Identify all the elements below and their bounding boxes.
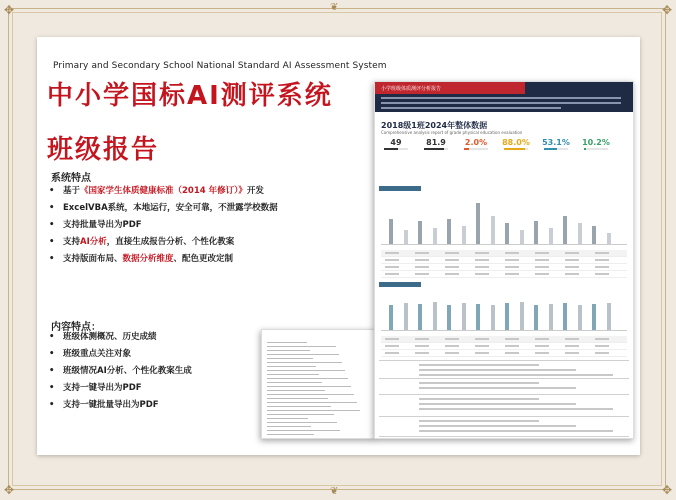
table-cell: [385, 338, 399, 340]
content-feature-item: [49, 329, 192, 346]
chart-bar: [389, 305, 393, 330]
text-line: [267, 382, 322, 383]
system-feature-item: [49, 217, 278, 234]
table-cell: [415, 345, 429, 347]
chart-bar: [476, 304, 480, 330]
text-line: [419, 374, 613, 376]
content-feature-item: [49, 346, 192, 363]
kpi-tile: [501, 138, 531, 150]
text-line: [267, 394, 354, 395]
content-feature-item: [49, 363, 192, 380]
chart-bar: [433, 228, 437, 244]
text-line: [267, 414, 334, 415]
kpi-bar-track: [544, 148, 568, 150]
table-row: [381, 257, 627, 264]
text-line: [419, 408, 613, 410]
table-cell: [565, 345, 579, 347]
feature-text: 班级体测概况、历史成绩: [63, 332, 157, 342]
bullet-icon: •: [49, 332, 55, 342]
table-cell: [445, 352, 459, 354]
table-row: [381, 264, 627, 271]
table-cell: [475, 345, 489, 347]
text-line: [267, 346, 336, 347]
content-features-heading: 内容特点：: [51, 322, 101, 333]
text-line: [267, 358, 313, 359]
bullet-icon: •: [49, 400, 55, 410]
text-line: [419, 364, 539, 366]
content-feature-item: [49, 397, 192, 414]
kpi-tile: [381, 138, 411, 150]
bullet-icon: •: [49, 220, 55, 230]
kpi-bar-fill: [424, 148, 444, 150]
chart-bar: [607, 303, 611, 330]
chart-bar: [534, 221, 538, 244]
text-line: [267, 374, 319, 375]
table-cell: [505, 352, 519, 354]
kpi-bar-fill: [464, 148, 469, 150]
table-cell: [505, 273, 519, 275]
kpi-value: 81.9: [426, 138, 446, 147]
table-cell: [415, 352, 429, 354]
report-header: [375, 82, 633, 112]
text-line: [267, 406, 331, 407]
corner-ornament-icon: ✥: [4, 483, 15, 497]
text-line: [267, 434, 314, 435]
chart-bar: [505, 223, 509, 244]
chart-bar: [462, 303, 466, 330]
text-line: [267, 370, 345, 371]
bullet-icon: •: [49, 254, 55, 264]
chart-bar: [549, 228, 553, 244]
table-cell: [565, 252, 579, 254]
table-cell: [475, 338, 489, 340]
english-subtitle: Primary and Secondary School National Standard AI Assessment System: [53, 61, 387, 71]
poster-card: [37, 37, 640, 455]
table-cell: [565, 259, 579, 261]
table-cell: [595, 266, 609, 268]
feature-text: 支持: [63, 237, 81, 247]
feature-text: 支持版面布局、: [63, 254, 123, 264]
report-subheading: Comprehensive analysis report of grade physical education evaluation: [381, 130, 523, 135]
text-line: [419, 369, 576, 371]
content-features-list: [49, 329, 192, 414]
table-cell: [565, 338, 579, 340]
grid-row: [379, 360, 629, 379]
table-row: [381, 250, 627, 257]
feature-text: 支持一键批量导出为PDF: [63, 400, 159, 410]
feature-text: 开发: [246, 186, 264, 196]
kpi-bar-fill: [544, 148, 557, 150]
system-features-heading: 系统特点: [51, 173, 91, 184]
text-line: [419, 382, 539, 384]
table-cell: [595, 252, 609, 254]
table-cell: [445, 273, 459, 275]
system-feature-item: [49, 200, 278, 217]
table-cell: [535, 345, 549, 347]
system-feature-item: [49, 183, 278, 200]
kpi-bar-track: [504, 148, 528, 150]
text-line: [419, 425, 576, 427]
kpi-tile: [421, 138, 451, 150]
table-cell: [445, 338, 459, 340]
chart-bar: [491, 216, 495, 244]
text-line: [267, 362, 342, 363]
kpi-bar-fill: [504, 148, 525, 150]
chart-bar: [563, 303, 567, 330]
text-line: [267, 386, 351, 387]
table-cell: [535, 352, 549, 354]
table-cell: [475, 352, 489, 354]
report-banner-label: 小学班级体质测评分析报告: [381, 86, 442, 92]
bottom-ornament-icon: ❦: [330, 486, 339, 497]
text-line: [267, 410, 360, 411]
header-text-line: [381, 107, 561, 109]
text-line: [267, 342, 307, 343]
table-cell: [445, 266, 459, 268]
table-row: [381, 343, 627, 350]
chart-bar: [476, 203, 480, 244]
text-line: [267, 390, 325, 391]
chart-bar: [491, 305, 495, 330]
table-row: [381, 271, 627, 278]
table-cell: [415, 273, 429, 275]
feature-text: 、配色更改定制: [173, 254, 234, 264]
corner-ornament-icon: ✥: [661, 3, 672, 17]
report-page-preview-small: [261, 329, 375, 439]
top-ornament-icon: ❦: [330, 2, 339, 13]
table-cell: [595, 338, 609, 340]
kpi-bar-track: [424, 148, 448, 150]
table-cell: [535, 252, 549, 254]
table-cell: [505, 252, 519, 254]
feature-text: 班级情况AI分析、个性化教案生成: [63, 366, 192, 376]
grid-row: [379, 394, 629, 417]
table-cell: [475, 259, 489, 261]
table-row: [381, 350, 627, 357]
table-cell: [385, 352, 399, 354]
chart-bar: [592, 304, 596, 330]
table-cell: [505, 338, 519, 340]
table-cell: [475, 273, 489, 275]
header-text-line: [381, 97, 621, 99]
feature-text: ，直接生成报告分析、个性化教案: [106, 237, 235, 247]
feature-text: 基于: [63, 186, 81, 196]
text-line: [419, 387, 576, 389]
bullet-icon: •: [49, 349, 55, 359]
kpi-tile: [541, 138, 571, 150]
chart-bar: [433, 302, 437, 330]
text-line: [267, 422, 337, 423]
text-line: [267, 402, 357, 403]
table-cell: [475, 266, 489, 268]
chart-bar: [520, 302, 524, 330]
system-feature-item: [49, 251, 278, 268]
kpi-tile: [461, 138, 491, 150]
kpi-value: 49: [390, 138, 402, 147]
feature-highlight: 数据分析维度: [122, 254, 174, 264]
chart-bar: [549, 304, 553, 330]
feature-highlight: 《国家学生体质健康标准（2014 年修订）》: [80, 186, 247, 196]
table-cell: [385, 345, 399, 347]
feature-text: ExcelVBA系统，本地运行，安全可靠，不泄露学校数据: [63, 203, 278, 213]
table-cell: [445, 345, 459, 347]
system-feature-item: [49, 234, 278, 251]
table-cell: [415, 338, 429, 340]
kpi-tile: [581, 138, 611, 150]
text-line: [267, 366, 316, 367]
table-cell: [385, 259, 399, 261]
table-cell: [535, 338, 549, 340]
table-cell: [535, 266, 549, 268]
text-line: [419, 398, 539, 400]
chart-bar: [563, 216, 567, 244]
kpi-bar-fill: [584, 148, 586, 150]
table-cell: [505, 345, 519, 347]
bullet-icon: •: [49, 366, 55, 376]
text-line: [419, 420, 539, 422]
table-cell: [445, 259, 459, 261]
feature-highlight: AI分析: [80, 237, 107, 247]
kpi-value: 88.0%: [502, 138, 530, 147]
text-line: [267, 430, 340, 431]
report-heading: 2018级1班2024年整体数据: [381, 121, 488, 130]
text-line: [419, 430, 613, 432]
feature-text: 支持一键导出为PDF: [63, 383, 142, 393]
section-header-bar: [379, 186, 421, 191]
chart-bar: [505, 303, 509, 330]
kpi-bar-track: [584, 148, 608, 150]
text-line: [267, 418, 308, 419]
chart-bar: [418, 221, 422, 244]
table-cell: [385, 266, 399, 268]
content-feature-item: [49, 380, 192, 397]
text-line: [419, 403, 576, 405]
bullet-icon: •: [49, 237, 55, 247]
table-cell: [565, 266, 579, 268]
table-cell: [595, 259, 609, 261]
feature-text: 支持批量导出为PDF: [63, 220, 142, 230]
system-features-list: [49, 183, 278, 268]
kpi-value: 10.2%: [582, 138, 610, 147]
table-cell: [415, 266, 429, 268]
text-line: [267, 398, 328, 399]
chart-bar: [447, 219, 451, 244]
chart-bar: [404, 303, 408, 330]
chart-bar: [534, 305, 538, 330]
table-cell: [595, 345, 609, 347]
report-page-preview: [374, 81, 634, 439]
main-title: 中小学国标AI测评系统: [47, 81, 333, 111]
chart-bar: [607, 233, 611, 245]
table-row: [381, 336, 627, 343]
bullet-icon: •: [49, 203, 55, 213]
grid-row: [379, 416, 629, 437]
table-cell: [535, 273, 549, 275]
table-cell: [385, 273, 399, 275]
section-header-bar: [379, 282, 421, 287]
table-cell: [415, 252, 429, 254]
chart-bar: [578, 305, 582, 330]
bar-chart-2: [381, 290, 627, 331]
chart-bar: [404, 230, 408, 244]
chart-bar: [462, 226, 466, 244]
table-cell: [475, 252, 489, 254]
feature-text: 班级重点关注对象: [63, 349, 132, 359]
table-cell: [445, 252, 459, 254]
bullet-icon: •: [49, 383, 55, 393]
table-cell: [595, 352, 609, 354]
kpi-bar-track: [384, 148, 408, 150]
kpi-bar-track: [464, 148, 488, 150]
grid-row: [379, 378, 629, 395]
table-cell: [535, 259, 549, 261]
report-title: 班级报告: [47, 135, 160, 165]
kpi-value: 2.0%: [464, 138, 488, 147]
text-line: [267, 354, 339, 355]
bar-chart-1: [381, 194, 627, 245]
corner-ornament-icon: ✥: [661, 483, 672, 497]
table-cell: [565, 273, 579, 275]
text-line: [267, 426, 311, 427]
kpi-bar-fill: [384, 148, 398, 150]
chart-bar: [418, 304, 422, 330]
table-cell: [595, 273, 609, 275]
grid-row: [379, 436, 629, 439]
chart-bar: [447, 305, 451, 330]
kpi-value: 53.1%: [542, 138, 570, 147]
chart-bar: [578, 223, 582, 244]
bullet-icon: •: [49, 186, 55, 196]
chart-bar: [389, 219, 393, 244]
table-cell: [385, 252, 399, 254]
table-cell: [415, 259, 429, 261]
text-line: [267, 350, 310, 351]
table-cell: [565, 352, 579, 354]
corner-ornament-icon: ✥: [4, 3, 15, 17]
text-line: [267, 378, 348, 379]
header-text-line: [381, 102, 621, 104]
chart-bar: [592, 226, 596, 244]
table-cell: [505, 266, 519, 268]
chart-bar: [520, 230, 524, 244]
table-cell: [505, 259, 519, 261]
